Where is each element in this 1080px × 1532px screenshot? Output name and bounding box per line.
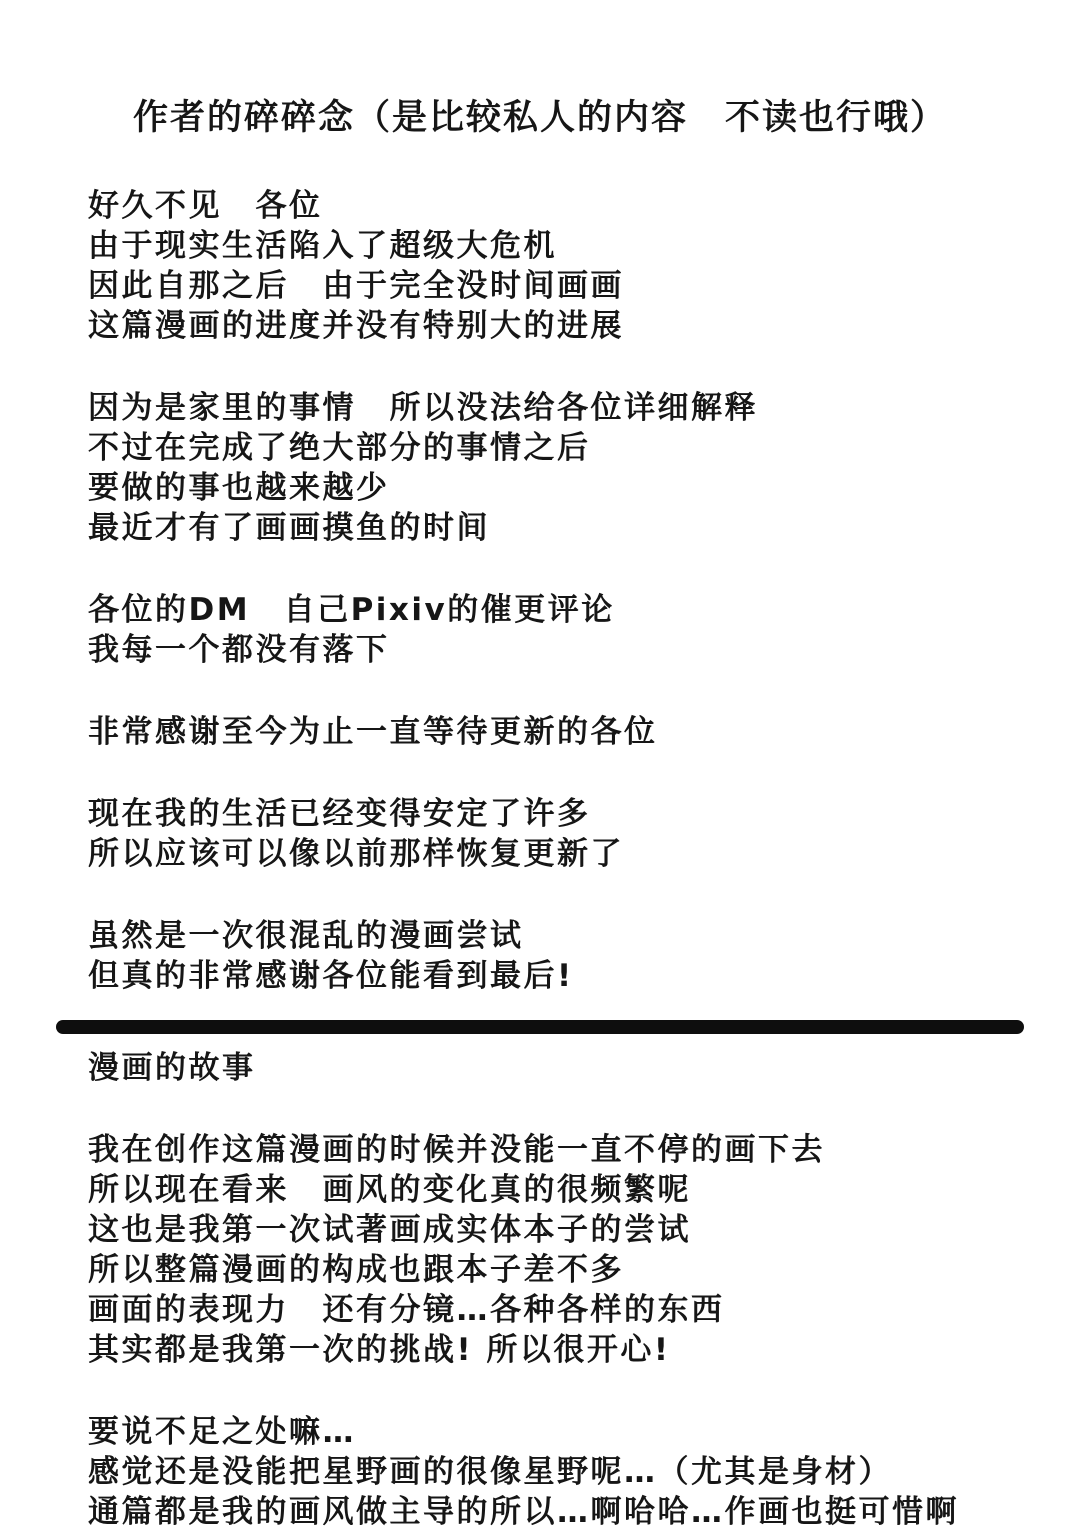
text-line: 由于现实生活陷入了超级大危机 <box>88 228 557 264</box>
text-line: 所以现在看来 画风的变化真的很频繁呢 <box>88 1172 691 1208</box>
text-line: 因为是家里的事情 所以没法给各位详细解释 <box>88 390 758 426</box>
text-line: 这也是我第一次试著画成实体本子的尝试 <box>88 1212 691 1248</box>
text-line: 感觉还是没能把星野画的很像星野呢…（尤其是身材） <box>88 1454 892 1490</box>
text-line: 因此自那之后 由于完全没时间画画 <box>88 268 624 304</box>
text-line: 所以应该可以像以前那样恢复更新了 <box>88 836 624 872</box>
text-line: 我每一个都没有落下 <box>88 632 390 668</box>
text-line: 其实都是我第一次的挑战! 所以很开心! <box>88 1332 671 1368</box>
paragraph <box>88 590 992 670</box>
paragraph <box>88 186 992 346</box>
text-line: 好久不见 各位 <box>88 188 323 224</box>
text-line: 但真的非常感谢各位能看到最后! <box>88 958 574 994</box>
text-line: 现在我的生活已经变得安定了许多 <box>88 796 591 832</box>
text-line: 所以整篇漫画的构成也跟本子差不多 <box>88 1252 624 1288</box>
paragraph <box>88 1130 992 1370</box>
text-line: 各位的DM 自己Pixiv的催更评论 <box>88 592 615 628</box>
text-line: 画面的表现力 还有分镜…各种各样的东西 <box>88 1292 725 1328</box>
story-section <box>0 1088 1080 1532</box>
text-line: 要说不足之处嘛… <box>88 1414 356 1450</box>
paragraph <box>88 916 992 996</box>
paragraph <box>88 794 992 874</box>
paragraph <box>88 712 992 752</box>
story-section-heading: 漫画的故事 <box>88 1050 256 1086</box>
text-line: 虽然是一次很混乱的漫画尝试 <box>88 918 524 954</box>
text-line: 通篇都是我的画风做主导的所以…啊哈哈…作画也挺可惜啊 <box>88 1494 959 1530</box>
text-line: 最近才有了画画摸鱼的时间 <box>88 510 490 546</box>
page-title: 作者的碎碎念（是比较私人的内容 不读也行哦） <box>132 98 947 138</box>
text-line: 我在创作这篇漫画的时候并没能一直不停的画下去 <box>88 1132 825 1168</box>
author-note-section <box>0 140 1080 996</box>
text-line: 这篇漫画的进度并没有特别大的进展 <box>88 308 624 344</box>
text-line: 要做的事也越来越少 <box>88 470 390 506</box>
text-line: 非常感谢至今为止一直等待更新的各位 <box>88 714 658 750</box>
paragraph <box>88 388 992 548</box>
paragraph <box>88 1412 992 1532</box>
text-line: 不过在完成了绝大部分的事情之后 <box>88 430 591 466</box>
section-divider <box>56 1020 1024 1034</box>
